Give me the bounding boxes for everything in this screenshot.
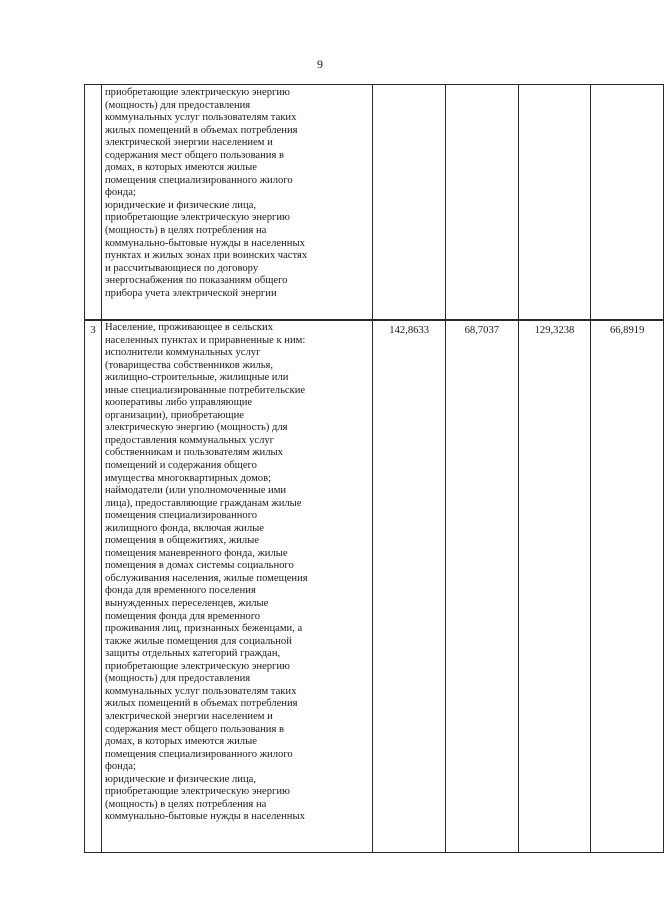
text-line: (мощность) в целях потребления на [105, 225, 267, 237]
text-line: организации), приобретающие [105, 409, 244, 421]
text-line: лица), предоставляющие гражданам жилые [105, 497, 302, 509]
text-line: электрическую энергию (мощность) для [105, 422, 288, 434]
value-cell-2 [446, 85, 519, 321]
text-line: содержания мест общего пользования в [105, 723, 284, 735]
text-line: помещения в общежитиях, жилые [105, 535, 259, 547]
value-cell-1: 142,8633 [373, 320, 446, 853]
text-line: проживания лиц, признанных беженцами, а [105, 623, 303, 635]
row-number-cell [85, 85, 102, 321]
page-number: 9 [317, 57, 323, 71]
table-row [85, 320, 664, 853]
text-line: содержания мест общего пользования в [105, 149, 284, 161]
text-line: приобретающие электрическую энергию [105, 660, 290, 672]
text-line: коммунальных услуг пользователям таких [105, 112, 297, 124]
text-line: юридические и физические лица, [105, 773, 256, 785]
text-line: (мощность) в целях потребления на [105, 798, 267, 810]
value-cell-4 [591, 85, 664, 321]
tariff-table [84, 319, 664, 853]
consumer-category-cell [102, 85, 373, 321]
text-line: предоставления коммунальных услуг [105, 434, 275, 446]
text-line: жилых помещений в объемах потребления [105, 124, 298, 136]
text-line: помещения специализированного [105, 510, 258, 522]
text-line: прибора учета электрической энергии [105, 287, 277, 299]
text-line: фонда; [105, 187, 136, 199]
text-line: энергоснабжения по показаниям общего [105, 275, 288, 287]
text-line: вынужденных переселенцев, жилые [105, 598, 269, 610]
text-line: приобретающие электрическую энергию [105, 212, 290, 224]
text-line: коммунальных услуг пользователям таких [105, 685, 297, 697]
text-line: имущества многоквартирных домов; [105, 472, 272, 484]
text-line: обслуживания населения, жилые помещения [105, 572, 308, 584]
text-line: помещения фонда для временного [105, 610, 261, 622]
text-line: электрической энергии населением и [105, 710, 273, 722]
text-line: домах, в которых имеются жилые [105, 736, 257, 748]
text-line: помещения маневренного фонда, жилые [105, 547, 288, 559]
text-line: (мощность) для предоставления [105, 673, 251, 685]
value-cell-4: 66,8919 [591, 320, 664, 853]
text-line: приобретающие электрическую энергию [105, 87, 290, 98]
text-line: приобретающие электрическую энергию [105, 786, 290, 798]
text-line: коммунально-бытовые нужды в населенных [105, 237, 305, 249]
text-line: фонда; [105, 761, 136, 773]
table-row [85, 85, 664, 321]
tariff-table-continuation [84, 84, 664, 321]
text-line: кооперативы либо управляющие [105, 397, 253, 409]
text-line: помещения в домах системы социального [105, 560, 294, 572]
text-line: также жилые помещения для социальной [105, 635, 292, 647]
text-line: помещения специализированного жилого [105, 748, 293, 760]
text-line: наймодатели (или уполномоченные ими [105, 485, 287, 497]
text-line: защиты отдельных категорий граждан, [105, 648, 281, 660]
text-line: коммунально-бытовые нужды в населенных [105, 811, 305, 823]
text-line: юридические и физические лица, [105, 199, 256, 211]
text-line: иные специализированные потребительские [105, 384, 306, 396]
text-line: жилищного фонда, включая жилые [105, 522, 264, 534]
text-line: населенных пунктах и приравненные к ним: [105, 334, 306, 346]
text-line: электрической энергии населением и [105, 137, 273, 149]
value-cell-3 [518, 85, 591, 321]
consumer-category-cell [102, 320, 373, 853]
value-cell-1 [373, 85, 446, 321]
value-cell-2: 68,7037 [446, 320, 519, 853]
text-line: жилых помещений в объемах потребления [105, 698, 298, 710]
row-number-cell: 3 [85, 320, 102, 853]
text-line: Население, проживающее в сельских [105, 322, 274, 333]
text-line: помещения специализированного жилого [105, 174, 293, 186]
text-line: (мощность) для предоставления [105, 99, 251, 111]
text-line: домах, в которых имеются жилые [105, 162, 257, 174]
value-cell-3: 129,3238 [518, 320, 591, 853]
text-line: помещений и содержания общего [105, 460, 257, 472]
text-line: и рассчитывающиеся по договору [105, 262, 259, 274]
text-line: исполнители коммунальных услуг [105, 347, 261, 359]
text-line: (товарищества собственников жилья, [105, 359, 274, 371]
text-line: собственникам и пользователям жилых [105, 447, 283, 459]
text-line: пунктах и жилых зонах при воинских частях [105, 250, 308, 262]
text-line: жилищно-строительные, жилищные или [105, 372, 289, 384]
text-line: фонда для временного поселения [105, 585, 256, 597]
